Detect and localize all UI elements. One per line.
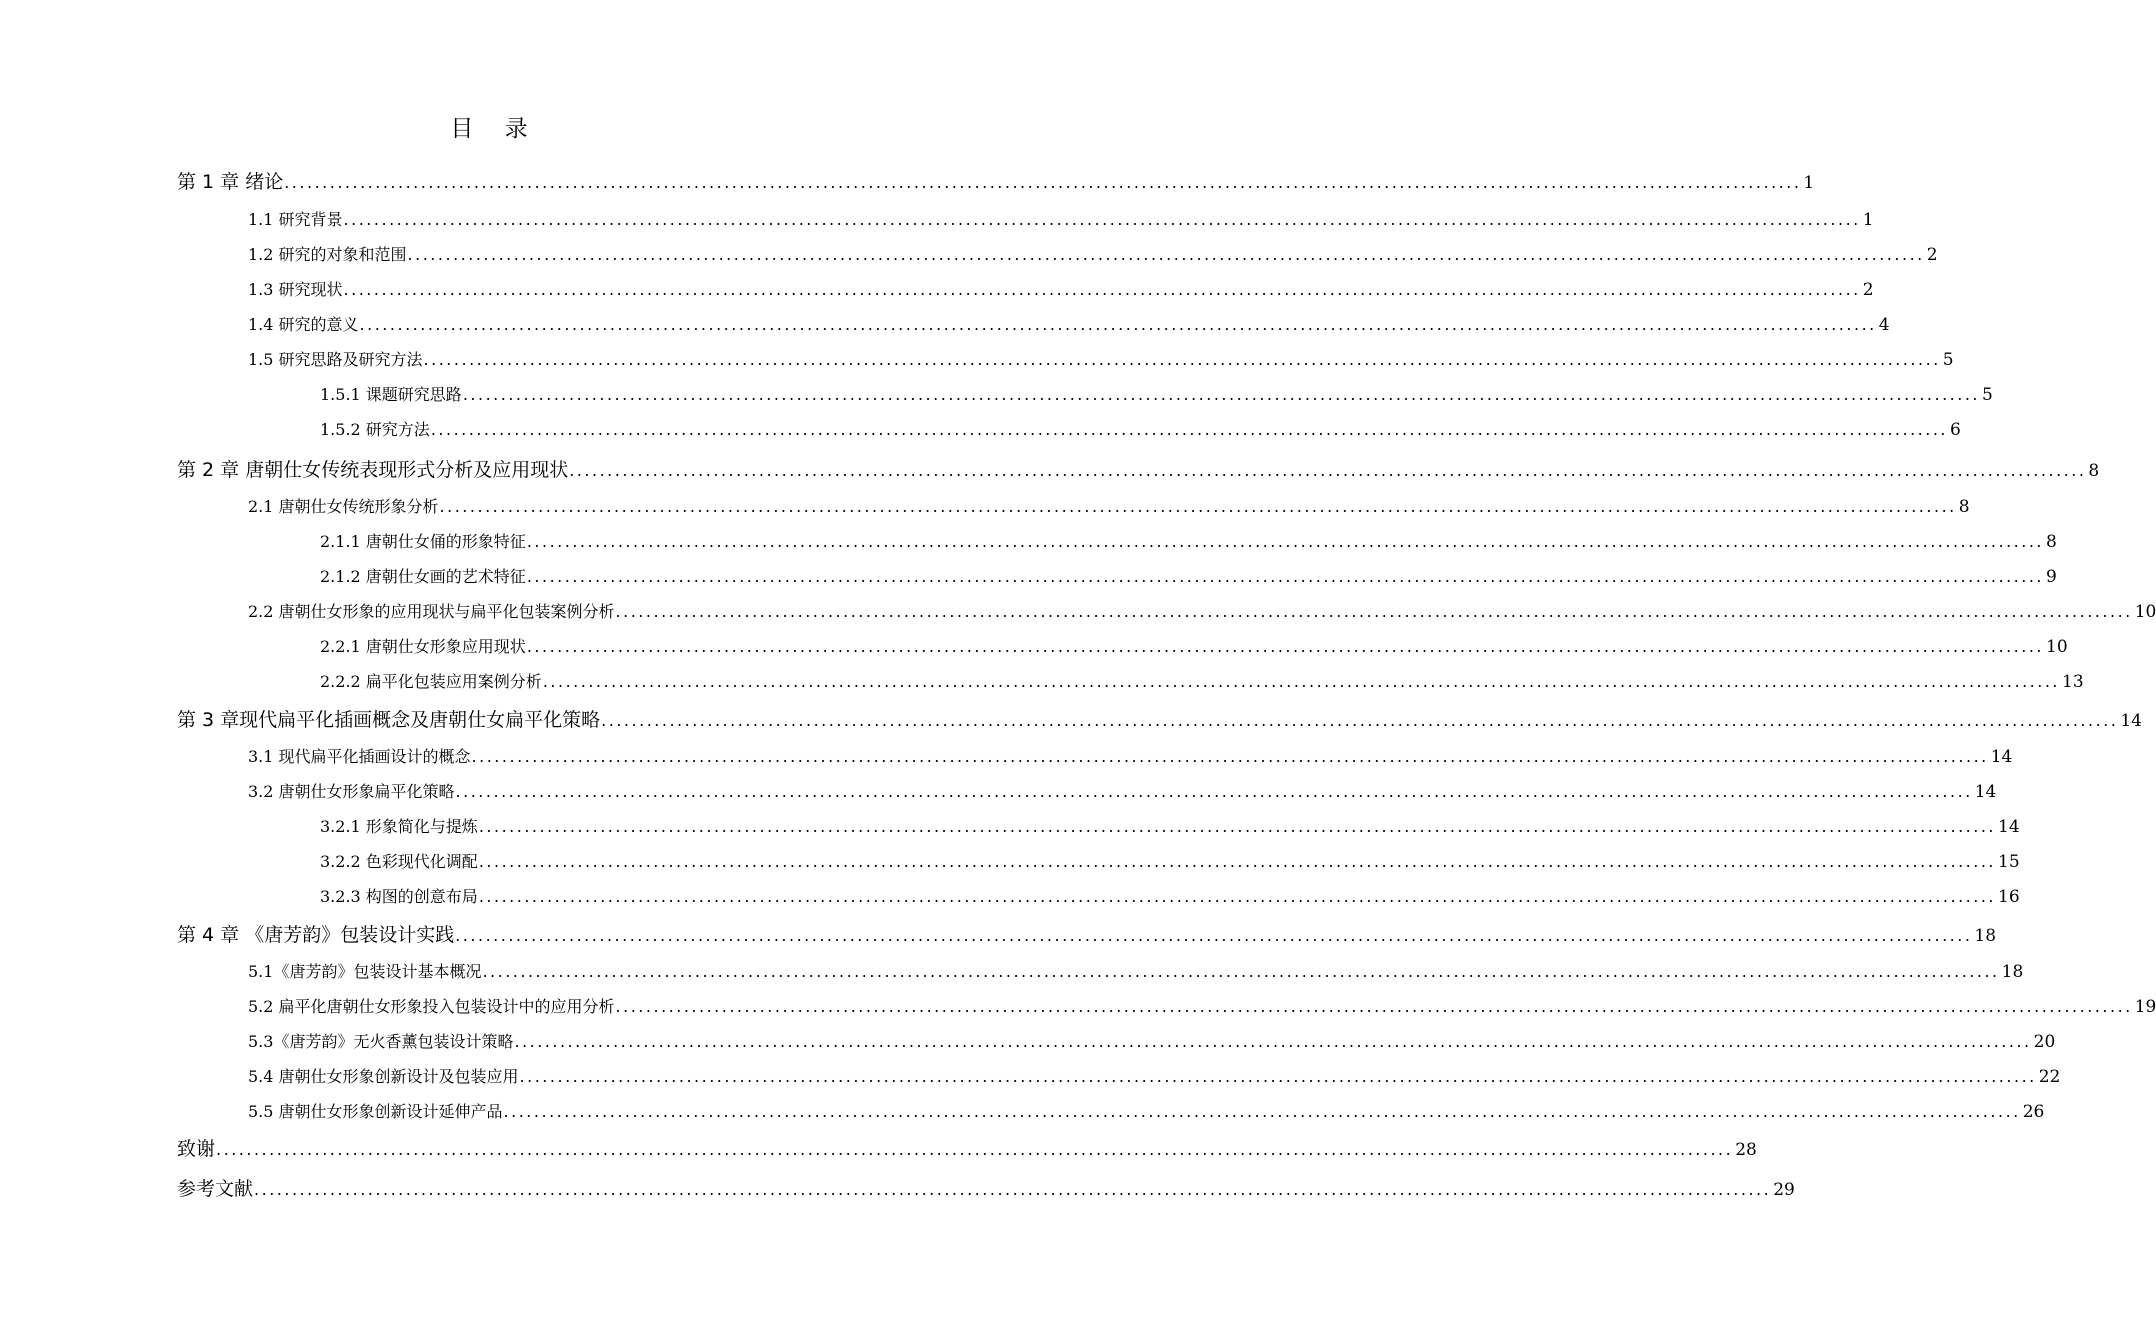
toc-entry [248,744,2013,767]
toc-entry [248,494,1970,517]
toc-entry-label: 第 1 章 绪论 [177,171,284,193]
toc-leader-dots: ........................................................................................................................................................................................................ [430,420,1948,439]
toc-leader-dots: ........................................................................................................................................................................................................ [615,602,2133,621]
toc-entry-label: 1.3 研究现状 [248,280,343,299]
toc-entry-label: 2.1.1 唐朝仕女俑的形象特征 [320,532,526,551]
toc-leader-dots: ........................................................................................................................................................................................................ [615,997,2133,1016]
toc-leader-dots: ........................................................................................................................................................................................................ [526,532,2044,551]
toc-entry-page-number: 5 [1942,350,1954,370]
toc-leader-dots: ........................................................................................................................................................................................................ [423,350,1941,369]
toc-entry-page-number: 8 [2046,532,2057,552]
toc-entry-label: 1.2 研究的对象和范围 [248,245,407,264]
toc-entry-page-number: 8 [1958,497,1970,517]
toc-entry-label: 3.2.2 色彩现代化调配 [320,852,478,871]
toc-entry [177,167,1815,194]
toc-entry-page-number: 10 [2134,602,2156,622]
toc-entry [248,1099,2045,1122]
toc-entry-label: 5.1《唐芳韵》包装设计基本概况 [248,962,482,981]
toc-entry-page-number: 22 [2038,1067,2061,1087]
toc-entry-page-number: 14 [1990,747,2013,767]
toc-entry-page-number: 14 [1974,782,1997,802]
toc-leader-dots: ........................................................................................................................................................................................................ [284,173,1802,192]
toc-leader-dots: ........................................................................................................................................................................................................ [462,385,1980,404]
toc-leader-dots: ........................................................................................................................................................................................................ [478,887,1996,906]
toc-entry [177,1134,1757,1161]
toc-leader-dots: ........................................................................................................................................................................................................ [439,497,1957,516]
toc-entry-page-number: 15 [1998,852,2020,872]
toc-entry-page-number: 13 [2062,672,2084,692]
toc-entry-label: 致谢 [177,1138,216,1160]
toc-leader-dots: ........................................................................................................................................................................................................ [478,852,1996,871]
toc-leader-dots: ........................................................................................................................................................................................................ [601,711,2119,730]
toc-entry-page-number: 8 [2088,461,2100,481]
toc-entry [177,455,2100,482]
toc-entry-page-number: 18 [2001,962,2024,982]
toc-entry-page-number: 28 [1735,1140,1757,1160]
toc-entry-label: 1.1 研究背景 [248,210,343,229]
toc-leader-dots: ........................................................................................................................................................................................................ [542,672,2060,691]
toc-entry [248,312,1890,335]
toc-entry-label: 5.5 唐朝仕女形象创新设计延伸产品 [248,1102,503,1121]
toc-leader-dots: ........................................................................................................................................................................................................ [407,245,1925,264]
toc-leader-dots: ........................................................................................................................................................................................................ [343,280,1861,299]
toc-entry [248,207,1874,230]
toc-leader-dots: ........................................................................................................................................................................................................ [519,1067,2037,1086]
toc-entry-page-number: 14 [1998,817,2020,837]
toc-leader-dots: ........................................................................................................................................................................................................ [482,962,2000,981]
toc-entry [320,634,2068,657]
toc-entry [248,242,1938,265]
toc-entry-label: 3.2.3 构图的创意布局 [320,887,478,906]
toc-entry [248,779,1997,802]
toc-entry-page-number: 16 [1998,887,2020,907]
toc-entry-label: 1.5.1 课题研究思路 [320,385,462,404]
toc-entry [320,564,2057,587]
toc-entry [248,959,2024,982]
toc-entry [248,599,2156,622]
toc-entry-label: 2.1.2 唐朝仕女画的艺术特征 [320,567,526,586]
toc-entry-page-number: 2 [1926,245,1938,265]
toc-entry-page-number: 20 [2033,1032,2056,1052]
toc-entry-label: 3.1 现代扁平化插画设计的概念 [248,747,471,766]
toc-entry-label: 5.3《唐芳韵》无火香薰包装设计策略 [248,1032,514,1051]
toc-entry [177,920,1997,947]
toc-entry [320,814,2020,837]
toc-entry-page-number: 6 [1950,420,1961,440]
toc-entry-page-number: 18 [1974,926,1997,946]
toc-leader-dots: ........................................................................................................................................................................................................ [359,315,1877,334]
toc-leader-dots: ........................................................................................................................................................................................................ [254,1180,1772,1199]
toc-entry-label: 2.2 唐朝仕女形象的应用现状与扁平化包装案例分析 [248,602,615,621]
toc-entry [320,382,1993,405]
toc-entry-page-number: 2 [1862,280,1874,300]
toc-entry-label: 第 3 章现代扁平化插画概念及唐朝仕女扁平化策略 [177,709,601,731]
toc-title: 目 录 [450,116,540,142]
toc-entry [248,1064,2061,1087]
toc-entry-page-number: 1 [1862,210,1874,230]
toc-entry-label: 2.2.1 唐朝仕女形象应用现状 [320,637,526,656]
toc-leader-dots: ........................................................................................................................................................................................................ [514,1032,2032,1051]
toc-entry-label: 1.4 研究的意义 [248,315,359,334]
toc-leader-dots: ........................................................................................................................................................................................................ [526,567,2044,586]
toc-leader-dots: ........................................................................................................................................................................................................ [526,637,2044,656]
toc-entry-label: 3.2.1 形象简化与提炼 [320,817,478,836]
toc-entry [320,417,1961,440]
toc-entry-label: 5.2 扁平化唐朝仕女形象投入包装设计中的应用分析 [248,997,615,1016]
toc-leader-dots: ........................................................................................................................................................................................................ [471,747,1989,766]
toc-entry [320,529,2057,552]
toc-entry-page-number: 10 [2046,637,2068,657]
toc-entry-page-number: 19 [2134,997,2156,1017]
toc-entry [177,1174,1795,1201]
toc-entry-label: 参考文献 [177,1178,254,1200]
toc-entry [320,669,2084,692]
toc-leader-dots: ........................................................................................................................................................................................................ [569,461,2087,480]
toc-entry-label: 2.2.2 扁平化包装应用案例分析 [320,672,542,691]
toc-leader-dots: ........................................................................................................................................................................................................ [455,782,1973,801]
toc-entry-page-number: 14 [2120,711,2142,731]
toc-entry-label: 3.2 唐朝仕女形象扁平化策略 [248,782,455,801]
toc-entry [248,1029,2056,1052]
toc-entry-page-number: 5 [1982,385,1993,405]
toc-entry-label: 1.5.2 研究方法 [320,420,430,439]
toc-entry [320,884,2020,907]
toc-entry [248,277,1874,300]
toc-entry [320,849,2020,872]
toc-leader-dots: ........................................................................................................................................................................................................ [455,926,1973,945]
toc-leader-dots: ........................................................................................................................................................................................................ [503,1102,2021,1121]
toc-entry [248,347,1954,370]
toc-entry [177,705,2142,732]
toc-entry-label: 1.5 研究思路及研究方法 [248,350,423,369]
toc-entry [248,994,2156,1017]
toc-entry-label: 5.4 唐朝仕女形象创新设计及包装应用 [248,1067,519,1086]
toc-entry-page-number: 1 [1803,173,1815,193]
toc-entry-page-number: 26 [2022,1102,2045,1122]
toc-entry-page-number: 4 [1878,315,1890,335]
toc-leader-dots: ........................................................................................................................................................................................................ [343,210,1861,229]
toc-leader-dots: ........................................................................................................................................................................................................ [216,1140,1734,1159]
toc-entry-label: 2.1 唐朝仕女传统形象分析 [248,497,439,516]
toc-entry-label: 第 4 章 《唐芳韵》包装设计实践 [177,924,455,946]
toc-entry-page-number: 29 [1773,1180,1795,1200]
toc-entry-page-number: 9 [2046,567,2057,587]
toc-leader-dots: ........................................................................................................................................................................................................ [478,817,1996,836]
toc-entry-label: 第 2 章 唐朝仕女传统表现形式分析及应用现状 [177,459,569,481]
